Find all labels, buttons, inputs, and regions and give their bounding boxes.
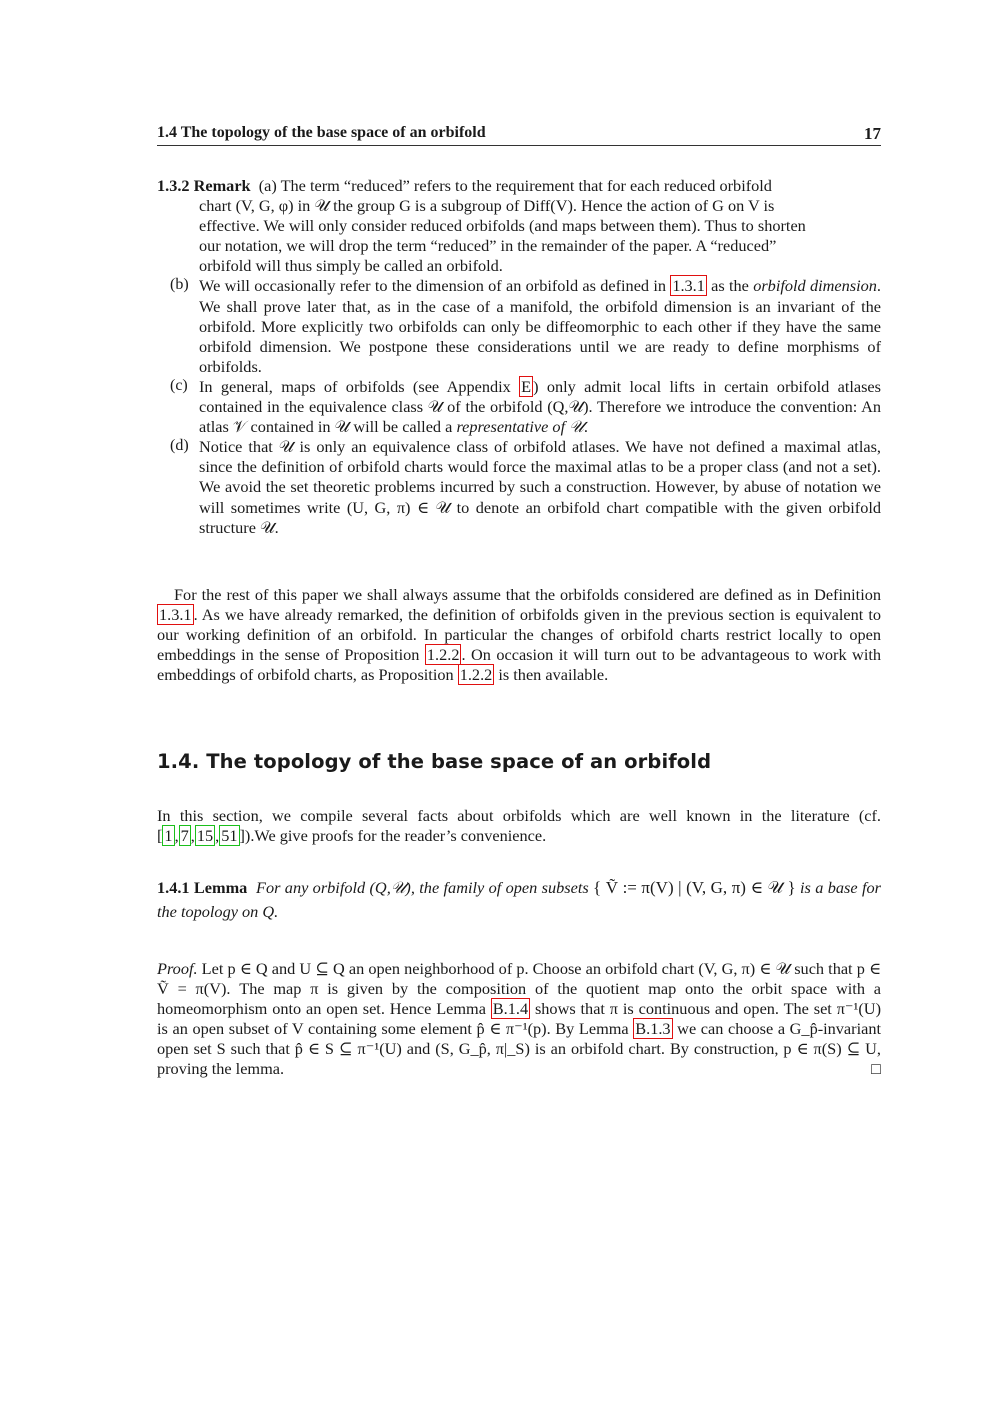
item-b-label: (b) xyxy=(170,276,189,294)
remark-block xyxy=(157,176,881,538)
ref-link-lemma-b-1-4[interactable]: B.1.4 xyxy=(492,999,529,1019)
remark-item-d xyxy=(157,437,881,537)
item-c-label: (c) xyxy=(170,376,188,394)
ref-link-appendix-e[interactable]: E xyxy=(521,376,532,396)
citation-15[interactable]: 15 xyxy=(196,826,214,846)
citation-1[interactable]: 1 xyxy=(164,826,173,846)
lemma-block xyxy=(157,876,881,924)
section-intro xyxy=(157,806,881,846)
remark-item-b xyxy=(157,276,881,376)
remark-a-line-3: effective. We will only consider reduced orbifolds (and maps between them). Thus to shorten xyxy=(199,216,806,236)
remark-a-text-1: (a) The term “reduced” refers to the requirement that for each reduced orbifold xyxy=(258,176,772,195)
remark-a-continuation xyxy=(157,196,881,276)
proof-text: Proof. Let p ∈ Q and U ⊆ Q an open neighborhood of p. Choose an orbifold chart (V, G, π) ∈ 𝒰 such that p ∈ Ṽ = π(V). The map π is given by the composition of the quotient map onto the orbit space with a homeomorphism onto an open set. Hence Lemma B.1.4 shows that π is continuous and open. The set π⁻¹(U) is an open subset of V containing some element p̂ ∈ π⁻¹(p). By Lemma B.1.3 we can choose a G_p̂-invariant open set S such that p̂ ∈ S ⊆ π⁻¹(U) and (S, G_p̂, π|_S) is an orbifold chart. By construction, p ∈ π(S) ⊆ U, proving the lemma. □ xyxy=(157,959,881,1079)
remark-a-line-2: chart (V, G, φ) in 𝒰 the group G is a subgroup of Diff(V). Hence the action of G on V is xyxy=(199,196,775,216)
remark-item-c xyxy=(157,377,881,437)
proof-block xyxy=(157,959,881,1080)
ref-link-definition-1-3-1[interactable]: 1.3.1 xyxy=(159,605,192,625)
remark-a-line-1 xyxy=(157,176,881,196)
item-d-label: (d) xyxy=(170,437,189,455)
item-b-text: We will occasionally refer to the dimension of an orbifold as defined in 1.3.1 as the orbifold dimension. We shall prove later that, as in the case of a manifold, the orbifold dimension is an invariant of the orbifold. More explicitly two orbifolds can only be diffeomorphic to each other if they have the same orbifold dimension. We postpone these considerations until we are ready to define morphisms of orbifolds. xyxy=(199,276,881,376)
paragraph-rest xyxy=(157,585,881,685)
lemma-label: 1.4.1 Lemma xyxy=(157,878,248,897)
header-section-title: 1.4 The topology of the base space of an orbifold xyxy=(157,124,486,141)
ref-link-proposition-1-2-2[interactable]: 1.2.2 xyxy=(426,645,460,665)
running-header xyxy=(157,124,881,146)
remark-a-line-5: orbifold will thus simply be called an orbifold. xyxy=(199,256,503,276)
citation-7[interactable]: 7 xyxy=(180,826,189,846)
ref-link-1-3-1[interactable]: 1.3.1 xyxy=(672,276,705,296)
lemma-text: 1.4.1 Lemma For any orbifold (Q,𝒰), the family of open subsets { Ṽ := π(V) | (V, G, π) ∈ 𝒰 } is a base for the topology on Q. xyxy=(157,878,881,921)
page-number: 17 xyxy=(864,124,881,143)
remark-a-line-4: our notation, we will drop the term “reduced” in the remainder of the paper. A “reduced” xyxy=(199,236,777,256)
section-title: 1.4. The topology of the base space of an orbifold xyxy=(157,750,712,773)
remark-label: 1.3.2 Remark xyxy=(157,176,251,195)
item-c-text: In general, maps of orbifolds (see Appendix E ) only admit local lifts in certain orbifold atlases contained in the equivalence class 𝒰 of the orbifold (Q,𝒰). Therefore we introduce the convention: An atlas 𝒱 contained in 𝒰 will be called a representative of 𝒰. xyxy=(199,376,881,437)
proof-label: Proof. xyxy=(157,959,198,978)
section-heading xyxy=(157,750,881,773)
section-intro-text: In this section, we compile several facts about orbifolds which are well known in the literature (cf. [ 1 , 7 , 15 , 51 ]).We give proofs for the reader’s convenience. xyxy=(157,806,881,846)
item-d-text: Notice that 𝒰 is only an equivalence class of orbifold atlases. We have not defined a maximal atlas, since the definition of orbifold charts would force the maximal atlas to be a proper class (and not a set). We avoid the set theoretic problems incurred by such a construction. However, by abuse of notation we will sometimes write (U, G, π) ∈ 𝒰 to denote an orbifold chart compatible with the given orbifold structure 𝒰. xyxy=(199,437,881,537)
ref-link-lemma-b-1-3[interactable]: B.1.3 xyxy=(635,1019,671,1039)
lemma-set-expression: { Ṽ := π(V) | (V, G, π) ∈ 𝒰 } xyxy=(593,878,796,897)
ref-link-proposition-1-2-2-b[interactable]: 1.2.2 xyxy=(459,665,493,685)
paragraph-rest-text: For the rest of this paper we shall always assume that the orbifolds considered are defined as in Definition 1.3.1 . As we have already remarked, the definition of orbifolds given in the previous section is equivalent to our working definition of an orbifold. In particular the changes of orbifold charts restrict locally to open embeddings in the sense of Proposition 1.2.2 . On occasion it will turn out to be advantageous to work with embeddings of orbifold charts, as Proposition 1.2.2 is then available. xyxy=(157,585,882,685)
qed-symbol: □ xyxy=(871,1059,881,1079)
citation-51[interactable]: 51 xyxy=(221,826,238,846)
